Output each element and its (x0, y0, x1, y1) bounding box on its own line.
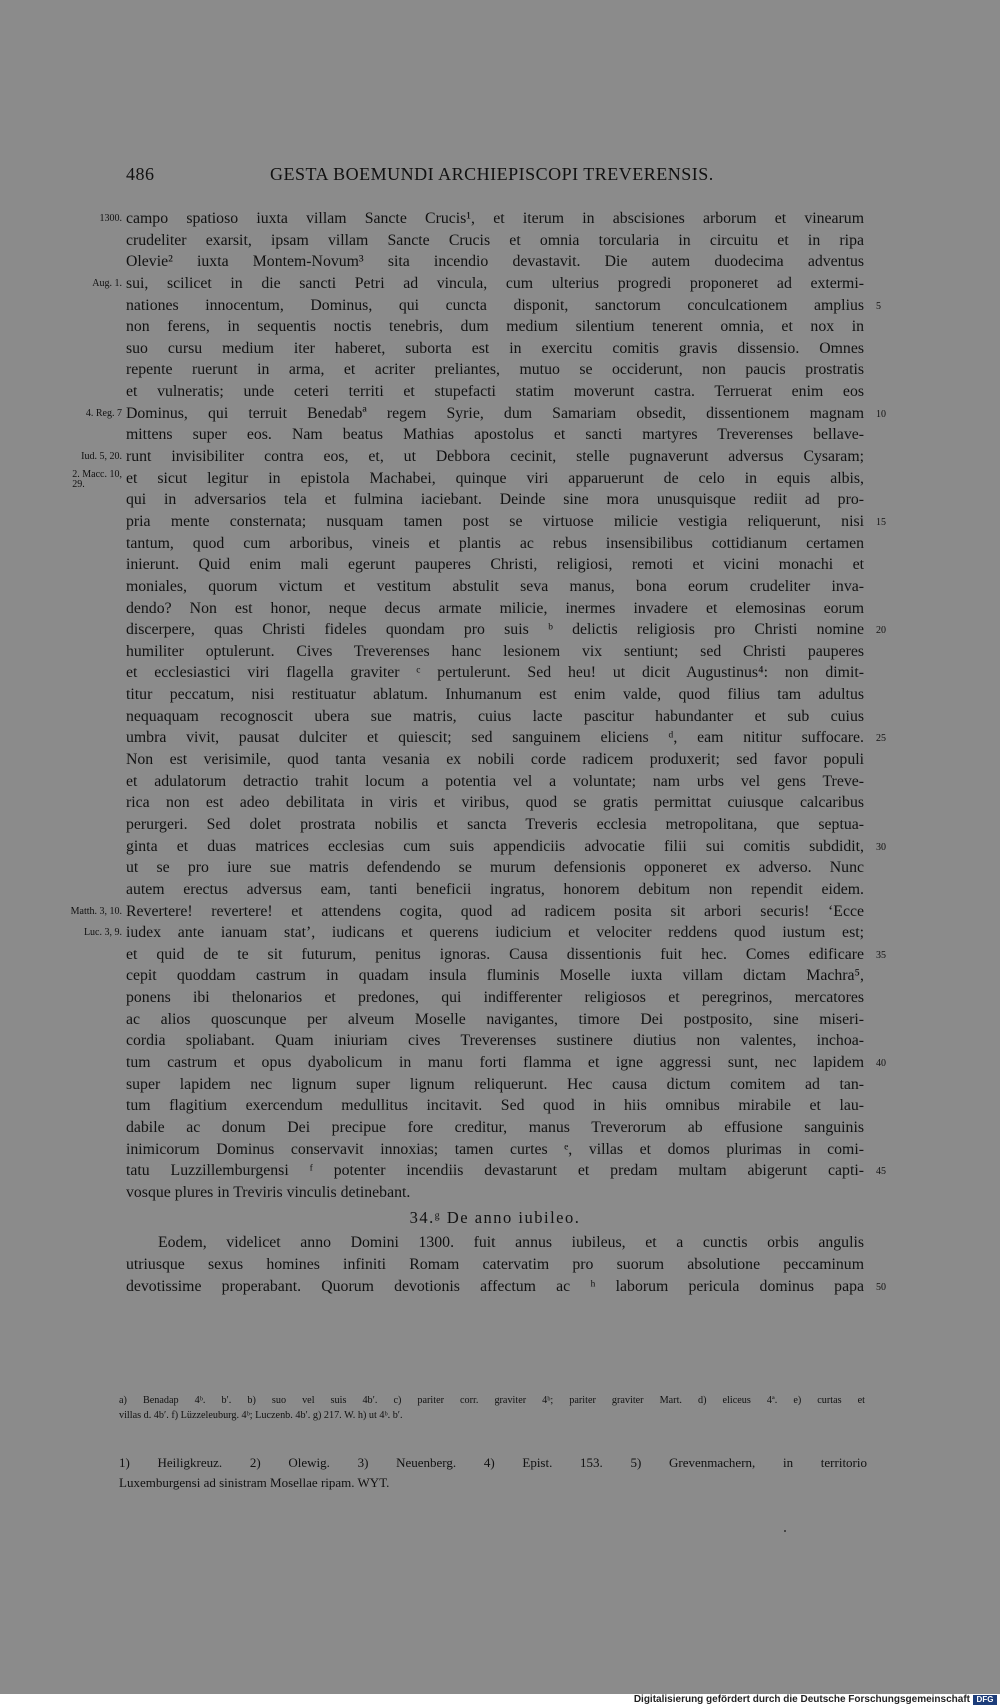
marginal-note (92, 273, 122, 295)
text-line (126, 381, 864, 403)
footnote-line: a) Benadap 4ᵇ. bʹ. b) suo vel suis 4bʹ. c) pariter corr. graviter 4ᵇ; pariter graviter Mart. d) eliceus 4ª. e) curtas et (119, 1395, 865, 1406)
line-text: moniales, quorum victum et vestitum abstulit seva manus, bona eorum crudeliter inva- (126, 577, 864, 595)
text-line (126, 727, 886, 749)
text-line (126, 879, 864, 901)
line-number: 45 (876, 1166, 886, 1178)
line-text: Revertere! revertere! et attendens cogita, quod ad radicem posita sit arbori securis! ‘Ecce (126, 902, 864, 920)
line-number: 40 (876, 1057, 886, 1069)
line-text: Non est verisimile, quod tanta vesania ex nobili corde radicem produxerit; sed favor populi (126, 751, 864, 769)
line-number: 30 (876, 841, 886, 853)
text-line (126, 749, 864, 771)
line-text: inierunt. Quid enim mali egerunt pauperes Christi, religiosi, remoti et vicini monachi et (126, 556, 864, 574)
marginal-note-text: Luc. 3, 9. (83, 927, 122, 939)
line-text: suo cursu medium iter haberet, suborta est in exercitu comitis gravis dissensio. Omnes (126, 339, 864, 357)
text-line (126, 338, 864, 360)
line-text: ponens ibi thelonarios et predones, qui indifferenter religiosos et peregrinos, mercatores (126, 989, 864, 1007)
line-text: tatu Luzzillemburgensi ᶠ potenter incendiis devastarunt et predam multam abigerunt capti- (126, 1162, 864, 1180)
text-line (126, 684, 864, 706)
line-text: devotissime properabant. Quorum devotionis affectum ac ʰ laborum pericula dominus papa (126, 1277, 864, 1295)
text-line (126, 706, 864, 728)
text-line (126, 965, 864, 987)
text-line (126, 1009, 864, 1031)
source-note-line: 1) Heiligkreuz. 2) Olewig. 3) Neuenberg. 4) Epist. 153. 5) Grevenmachern, in territorio (119, 1455, 867, 1470)
text-line (81, 446, 864, 468)
digitization-credit: Digitalisierung gefördert durch die Deutsche Forschungsgemeinschaft (633, 1694, 970, 1705)
text-line (70, 901, 864, 923)
line-text: ginta et duas matrices ecclesias cum suis appendiciis advocatie filii sui comitis subdidit, (126, 837, 864, 855)
marginal-note-text: 29. (72, 478, 85, 490)
line-text: tum castrum et opus dyabolicum in manu forti flamma et igne aggressi sunt, nec lapidem (126, 1053, 864, 1071)
line-text: runt invisibiliter contra eos, et, ut Debbora cecinit, stelle pugnaverunt adversus Cysaram; (126, 448, 864, 466)
marginal-note (72, 470, 122, 490)
text-line (126, 792, 864, 814)
text-line (85, 403, 886, 425)
critical-apparatus (119, 1393, 865, 1423)
text-line (126, 1139, 864, 1161)
text-line (126, 576, 864, 598)
text-line (126, 641, 864, 663)
line-text: non ferens, in sequentis noctis tenebris, dum medium silentium tenerent omnia, et nox in (126, 318, 864, 336)
marginal-note-text: Iud. 5, 20. (81, 451, 122, 463)
text-line (72, 468, 864, 490)
marginal-note (81, 446, 122, 468)
line-text: inimicorum Dominus conservavit innoxias; tamen curtes ᵉ, villas et domos plurimas in comi- (126, 1140, 864, 1158)
line-text: repente ruerunt in arma, et acriter preliantes, mutuo se occiderunt, non paucis prostratis (126, 361, 864, 379)
text-line (126, 598, 864, 620)
text-line (92, 273, 864, 295)
text-line (126, 1030, 864, 1052)
text-line (126, 771, 864, 793)
line-text: et vulneratis; unde ceteri territi et stupefacti statim moverunt castra. Terruerat enim eos (126, 383, 864, 401)
text-line (126, 424, 864, 446)
text-line (126, 1117, 864, 1139)
line-text: pria mente consternata; nusquam tamen post se virtuose milicie vestigia reliquerunt, nisi (126, 512, 864, 530)
text-line (126, 533, 864, 555)
line-text: tantum, quod cum arboribus, vineis et plantis ac rebus insensibilibus cottidianum certamen (126, 534, 864, 552)
line-text: campo spatioso iuxta villam Sancte Crucis¹, et iterum in abscisiones arborum et vinearum (126, 210, 864, 227)
footnote-line: villas d. 4bʹ. f) Lüzzeleuburg. 4ᵇ; Luczenb. 4bʹ. g) 217. W. h) ut 4ᵇ. bʹ. (119, 1410, 403, 1421)
line-text: crudeliter exarsit, ipsam villam Sancte Crucis et omnia torcularia in circuitu et in ripa (126, 231, 864, 249)
line-text: tum flagitium exercendum medullitus incitavit. Sed quod in hiis omnibus mirabile et lau- (126, 1097, 864, 1115)
marginal-note (100, 208, 123, 230)
text-line (126, 230, 864, 252)
text-line (126, 295, 881, 317)
line-text: et sicut legitur in epistola Machabei, quinque viri apparuerunt de celo in equis albis, (126, 469, 864, 487)
dfg-logo: DFG (973, 1695, 997, 1705)
marginal-note-text: Aug. 1. (92, 277, 122, 289)
line-text: dendo? Non est honor, neque decus armate milicie, inermes invadere et elemosinas eorum (126, 599, 864, 617)
line-text: cordia spoliabant. Quam iniuriam cives Treverenses sustinere diutius non valentes, inchoa- (126, 1032, 864, 1050)
line-text: et quid de te sit futurum, penitus ignoras. Causa dissentionis fuit hec. Comes edificare (126, 945, 864, 963)
text-line (126, 1254, 864, 1276)
line-text: rica non est adeo debilitata in viris et viribus, quod se gratis permittat cuiusque calcaribus (126, 794, 864, 812)
line-text: vosque plures in Treviris vinculis detinebant. (126, 1183, 411, 1201)
scan-speck (784, 1530, 786, 1532)
line-text: nequaquam recognoscit ubera sue matris, cuius lacte pascitur habundanter et sub cuius (126, 707, 864, 725)
marginal-note (86, 403, 122, 425)
line-number: 50 (876, 1281, 886, 1293)
source-notes (119, 1453, 867, 1493)
text-line (126, 1182, 864, 1204)
marginal-note (84, 922, 122, 944)
text-line (126, 662, 864, 684)
marginal-note-text: 1300. (99, 213, 122, 224)
text-line (126, 359, 864, 381)
line-text: Eodem, videlicet anno Domini 1300. fuit annus iubileus, et a cunctis orbis angulis (158, 1234, 864, 1252)
marginal-note-text: Matth. 3, 10. (70, 905, 122, 917)
line-number: 35 (876, 949, 886, 961)
text-line (126, 489, 864, 511)
line-text: et adulatorum detractio trahit locum a potentia vel a voluntate; nam urbs vel gens Treve- (126, 772, 864, 790)
marginal-note-text: 2. Macc. 10, (72, 468, 122, 480)
line-text: discerpere, quas Christi fideles quondam pro suis ᵇ delictis religiosis pro Christi nomine (126, 621, 864, 639)
line-text: Olevie² iuxta Montem-Novum³ sita incendio devastavit. Die autem duodecima adventus (126, 253, 864, 271)
line-number: 20 (876, 625, 886, 637)
running-title: GESTA BOEMUNDI ARCHIEPISCOPI TREVERENSIS. (270, 164, 714, 184)
line-number: 25 (876, 733, 886, 745)
text-line (126, 1276, 886, 1298)
line-text: autem erectus adversus eam, tanti beneficii ingratus, honorem debitum non rependit eidem. (126, 880, 864, 898)
line-text: titur peccatum, nisi restituatur ablatum. Inhumanum est enim valde, quod filius tam adultus (126, 686, 864, 704)
text-line (126, 987, 864, 1009)
text-line (126, 1160, 886, 1182)
text-line (126, 316, 864, 338)
line-number: 10 (876, 408, 886, 420)
line-text: dabile ac donum Dei precipue fore creditur, manus Treverorum ab effusione sanguinis (126, 1118, 864, 1136)
text-line (126, 944, 886, 966)
line-text: Dominus, qui terruit Benedabª regem Syrie, dum Samariam obsedit, dissentionem magnam (126, 404, 864, 422)
text-line (126, 251, 864, 273)
text-line (126, 511, 886, 533)
line-text: iudex ante ianuam stat’, iudicans et querens iudicium et velociter reddens quod iustum est; (126, 924, 864, 942)
section-heading: 34.ᵍ De anno iubileo. (409, 1208, 581, 1228)
text-line (126, 554, 864, 576)
text-line (126, 619, 886, 641)
line-text: cepit quoddam castrum in quadam insula fluminis Moselle iuxta villam dictam Machra⁵, (126, 967, 864, 985)
marginal-note-text: 4. Reg. 7 (85, 407, 122, 419)
line-text: utriusque sexus homines infiniti Romam catervatim pro suorum absolutione peccaminum (126, 1256, 864, 1274)
line-text: humiliter optulerunt. Cives Treverenses hanc lesionem vix sentiunt; sed Christi pauperes (126, 642, 864, 660)
text-line (126, 1095, 864, 1117)
main-text (70, 208, 886, 1297)
text-line (126, 1232, 864, 1254)
text-line (99, 208, 864, 230)
line-text: perurgeri. Sed dolet prostrata nobilis et sancta Treveris ecclesia metropolitana, que septua- (126, 815, 864, 833)
text-line (126, 836, 886, 858)
line-text: qui in adversarios tela et fulmina iaciebant. Deinde sine mora unusquisque rediit ad pro- (126, 491, 864, 509)
line-number: 15 (876, 516, 886, 528)
line-text: umbra vivit, pausat dulciter et quiescit; sed sanguinem eliciens ᵈ, eam nititur suffocare. (126, 729, 864, 747)
source-note-line: Luxemburgensi ad sinistram Mosellae ripam. WYT. (119, 1475, 390, 1490)
text-line (126, 814, 864, 836)
text-line (126, 1074, 864, 1096)
line-text: et ecclesiastici viri flagella graviter ᶜ pertulerunt. Sed heu! ut dicit Augustinus⁴: non dimit- (126, 664, 864, 682)
line-text: ut se pro iure sue matris defendendo se murum defensionis opponeret ex adverso. Nunc (126, 859, 864, 877)
text-line (83, 922, 864, 944)
line-number: 5 (876, 300, 881, 312)
line-text: sui, scilicet in die sancti Petri ad vincula, cum ulterius progredi proponeret ad extermi- (126, 274, 864, 292)
line-text: nationes innocentum, Dominus, qui cuncta disponit, sanctorum conculcationem amplius (126, 296, 864, 314)
text-line (126, 1052, 886, 1074)
line-text: mittens super eos. Nam beatus Mathias apostolus et sancti martyres Treverenses bellave- (126, 426, 864, 444)
marginal-note (71, 901, 122, 923)
line-text: super lapidem nec lignum super lignum reliquerunt. Hec causa dictum comitem ad tan- (126, 1075, 864, 1093)
line-text: ac alios quoscunque per alveum Moselle navigantes, timore Dei postposito, sine miseri- (126, 1010, 864, 1028)
page-number: 486 (126, 164, 155, 184)
text-line (126, 857, 864, 879)
